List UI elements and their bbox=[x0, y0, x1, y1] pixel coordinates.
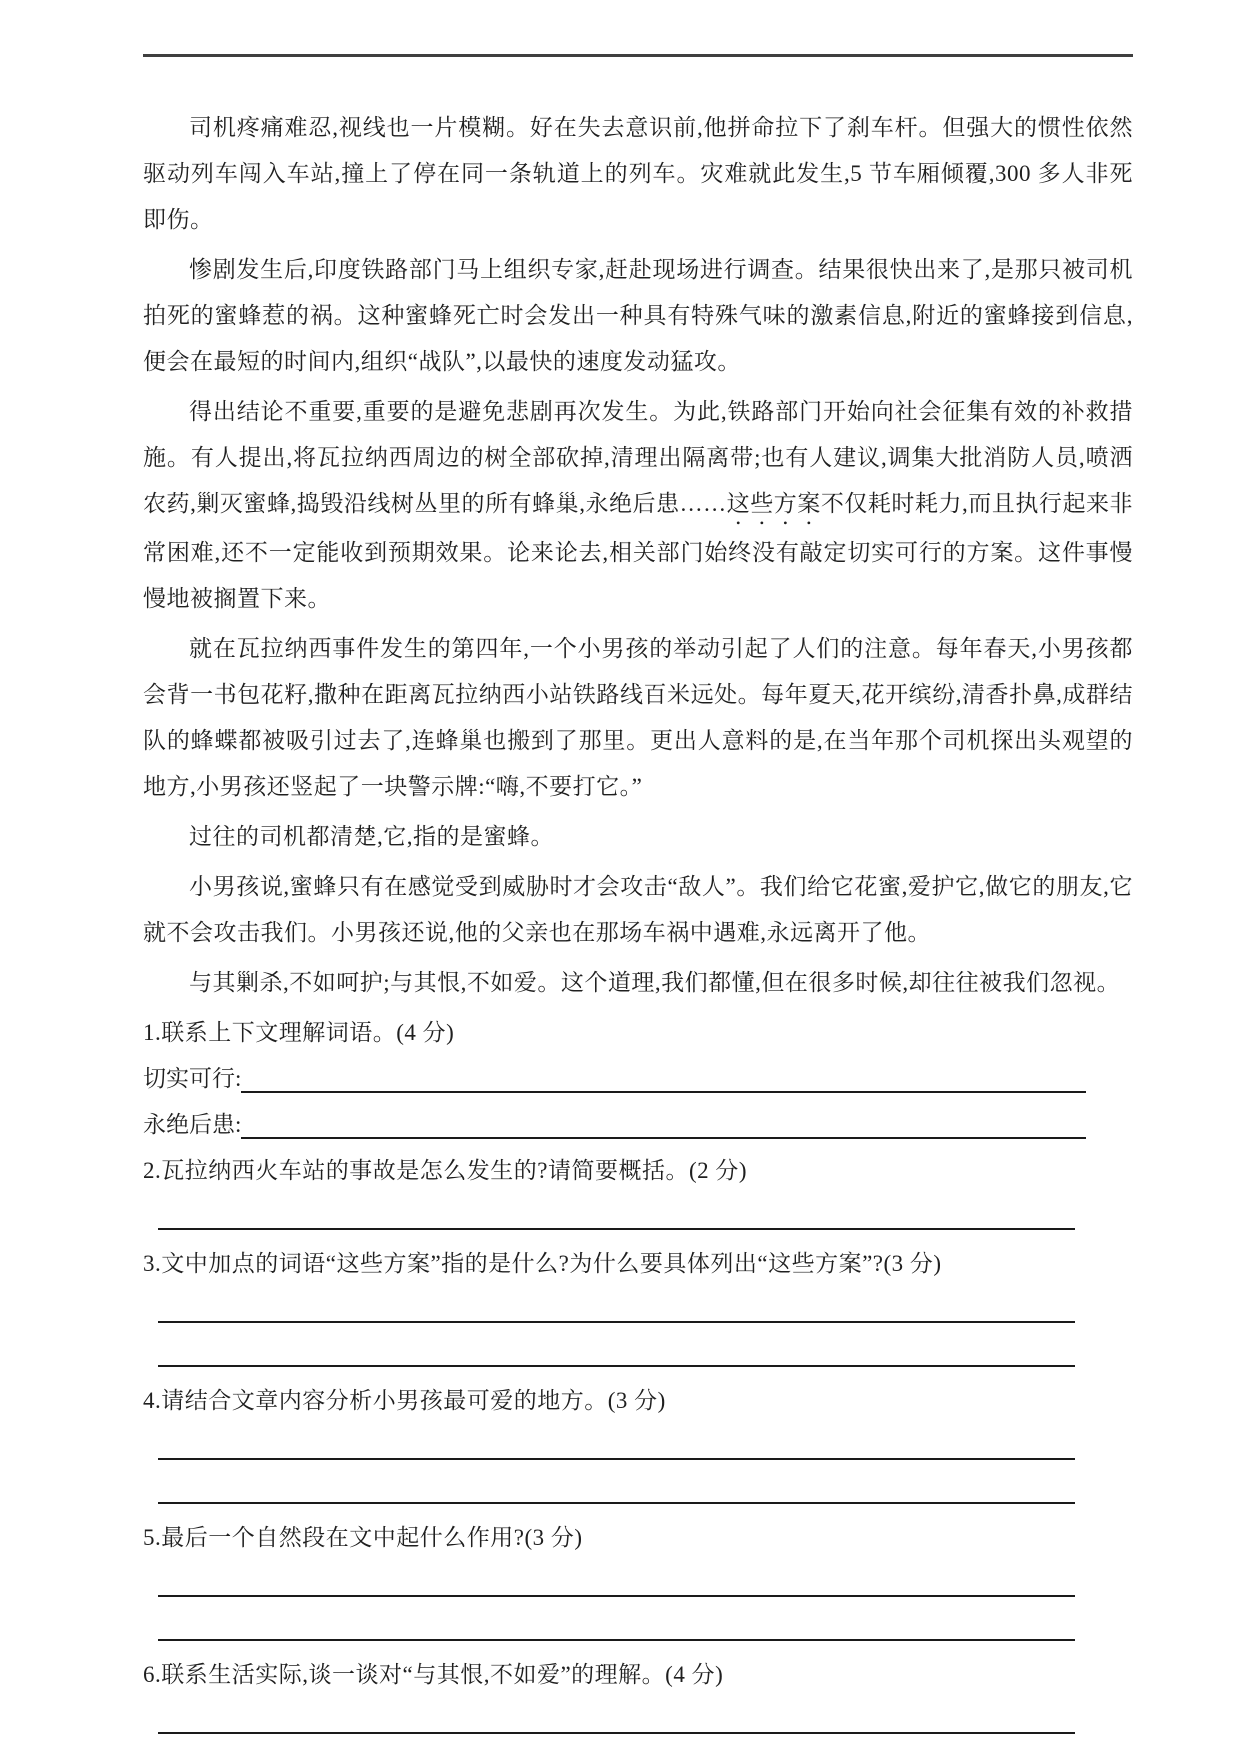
passage-paragraph-1: 司机疼痛难忍,视线也一片模糊。好在失去意识前,他拼命拉下了刹车杆。但强大的惯性依然驱动列车闯入车站,撞上了停在同一条轨道上的列车。灾难就此发生,5 节车厢倾覆,300 多人非死即伤。 bbox=[143, 115, 1133, 232]
reading-passage bbox=[143, 105, 1133, 1006]
answer-blank-line bbox=[241, 1091, 1086, 1093]
top-rule bbox=[143, 54, 1133, 57]
fill-item-1-label: 切实可行: bbox=[143, 1066, 242, 1091]
answer-blank-line bbox=[241, 1137, 1086, 1139]
question-1-label: 1.联系上下文理解词语。(4 分) bbox=[143, 1020, 455, 1045]
answer-line bbox=[158, 1698, 1075, 1734]
fill-item-2-label: 永绝后患: bbox=[143, 1112, 242, 1137]
question-3-label: 3.文中加点的词语“这些方案”指的是什么?为什么要具体列出“这些方案”?(3 分) bbox=[143, 1251, 942, 1276]
question-4 bbox=[143, 1378, 1133, 1504]
question-5 bbox=[143, 1515, 1133, 1641]
answer-line bbox=[158, 1460, 1075, 1504]
page-content bbox=[143, 54, 1133, 1734]
question-1 bbox=[143, 1010, 1133, 1148]
question-2-label: 2.瓦拉纳西火车站的事故是怎么发生的?请简要概括。(2 分) bbox=[143, 1158, 748, 1183]
answer-line bbox=[158, 1323, 1075, 1367]
fill-item-2 bbox=[143, 1102, 1133, 1148]
passage-paragraph-6: 小男孩说,蜜蜂只有在感觉受到威胁时才会攻击“敌人”。我们给它花蜜,爱护它,做它的朋友,它就不会攻击我们。小男孩还说,他的父亲也在那场车祸中遇难,永远离开了他。 bbox=[143, 874, 1133, 945]
question-6-label: 6.联系生活实际,谈一谈对“与其恨,不如爱”的理解。(4 分) bbox=[143, 1662, 724, 1687]
question-3 bbox=[143, 1241, 1133, 1367]
question-2 bbox=[143, 1148, 1133, 1230]
question-4-label: 4.请结合文章内容分析小男孩最可爱的地方。(3 分) bbox=[143, 1388, 666, 1413]
passage-paragraph-5: 过往的司机都清楚,它,指的是蜜蜂。 bbox=[189, 824, 554, 849]
question-5-label: 5.最后一个自然段在文中起什么作用?(3 分) bbox=[143, 1525, 583, 1550]
answer-line bbox=[158, 1287, 1075, 1323]
questions-section bbox=[143, 1010, 1133, 1734]
question-6 bbox=[143, 1652, 1133, 1734]
answer-line bbox=[158, 1597, 1075, 1641]
answer-line bbox=[158, 1424, 1075, 1460]
passage-paragraph-7: 与其剿杀,不如呵护;与其恨,不如爱。这个道理,我们都懂,但在很多时候,却往往被我们忽视。 bbox=[189, 970, 1121, 995]
answer-line bbox=[158, 1194, 1075, 1230]
emphasized-phrase: 这些方案 bbox=[726, 491, 821, 516]
answer-line bbox=[158, 1561, 1075, 1597]
passage-paragraph-2: 惨剧发生后,印度铁路部门马上组织专家,赶赴现场进行调查。结果很快出来了,是那只被司机拍死的蜜蜂惹的祸。这种蜜蜂死亡时会发出一种具有特殊气味的激素信息,附近的蜜蜂接到信息,便会在最短的时间内,组织“战队”,以最快的速度发动猛攻。 bbox=[143, 257, 1133, 374]
fill-item-1 bbox=[143, 1056, 1133, 1102]
passage-paragraph-3 bbox=[143, 389, 1133, 622]
paragraph-3-pre: 得出结论不重要,重要的是避免悲剧再次发生。为此,铁路部门开始向社会征集有效的补救措施。有人提出,将瓦拉纳西周边的树全部砍掉,清理出隔离带;也有人建议,调集大批消防人员,喷洒农药,剿灭蜜蜂,捣毁沿线树丛里的所有蜂巢,永绝后患…… bbox=[143, 399, 1133, 516]
paragraph-3-post: 不仅耗时耗力,而且执行起来非常困难,还不一定能收到预期效果。论来论去,相关部门始终没有敲定切实可行的方案。这件事慢慢地被搁置下来。 bbox=[143, 491, 1134, 611]
passage-paragraph-4: 就在瓦拉纳西事件发生的第四年,一个小男孩的举动引起了人们的注意。每年春天,小男孩都会背一书包花籽,撒种在距离瓦拉纳西小站铁路线百米远处。每年夏天,花开缤纷,清香扑鼻,成群结队的蜂蝶都被吸引过去了,连蜂巢也搬到了那里。更出人意料的是,在当年那个司机探出头观望的地方,小男孩还竖起了一块警示牌:“嗨,不要打它。” bbox=[143, 636, 1133, 799]
